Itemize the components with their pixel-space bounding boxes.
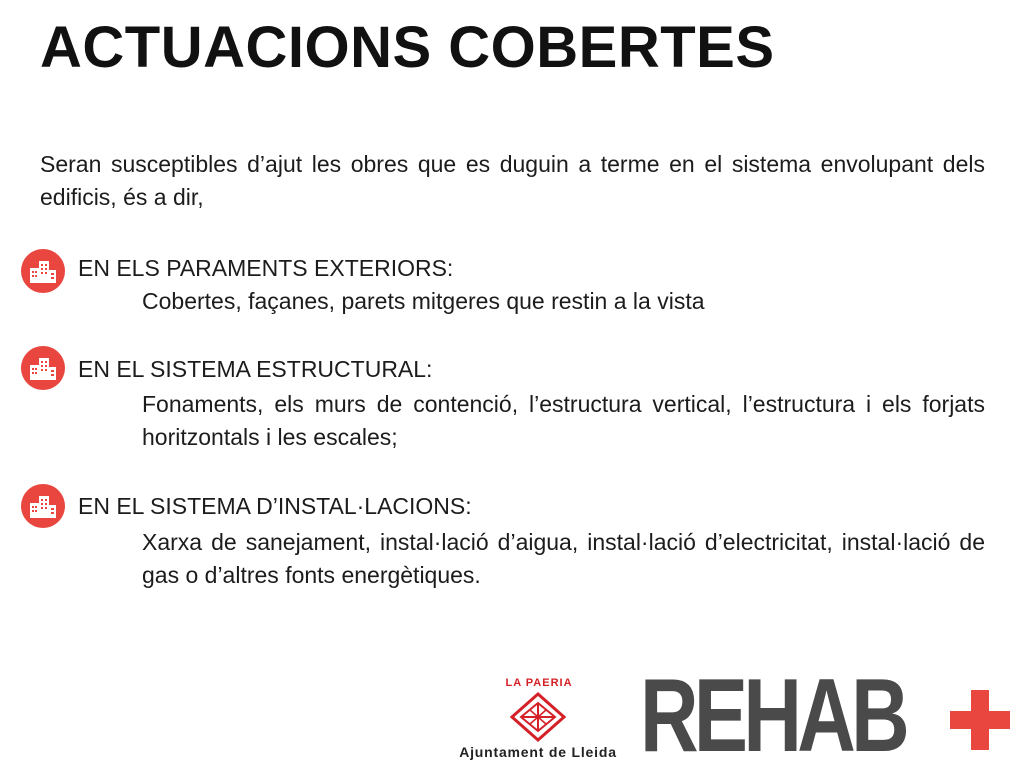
building-icon xyxy=(21,484,65,528)
paeria-logo xyxy=(440,672,640,768)
page-title: ACTUACIONS COBERTES xyxy=(40,15,775,80)
section-heading-structural: EN EL SISTEMA ESTRUCTURAL: xyxy=(78,356,433,382)
rehab-logo: REHAB xyxy=(640,658,906,768)
section-description-exteriors: Cobertes, façanes, parets mitgeres que restin a la vista xyxy=(142,288,705,314)
section-heading-installations: EN EL SISTEMA D’INSTAL·LACIONS: xyxy=(78,493,472,519)
section-description-installations: Xarxa de sanejament, instal·lació d’aigua, instal·lació d’electricitat, instal·lació de gas o d’altres fonts energètiques. xyxy=(142,529,985,588)
paeria-seal-icon xyxy=(510,692,566,742)
building-icon xyxy=(21,346,65,390)
intro-text: Seran susceptibles d’ajut les obres que es duguin a terme en el sistema envolupant dels edificis, és a dir, xyxy=(40,151,985,210)
paeria-label: LA PAERIA xyxy=(505,677,573,689)
city-label: Ajuntament de Lleida xyxy=(459,744,617,760)
section-description-structural: Fonaments, els murs de contenció, l’estructura vertical, l’estructura i els forjats horitzontals i les escales; xyxy=(142,391,985,450)
section-heading-exteriors: EN ELS PARAMENTS EXTERIORS: xyxy=(78,255,454,281)
building-icon xyxy=(21,249,65,293)
plus-icon xyxy=(946,686,1014,754)
